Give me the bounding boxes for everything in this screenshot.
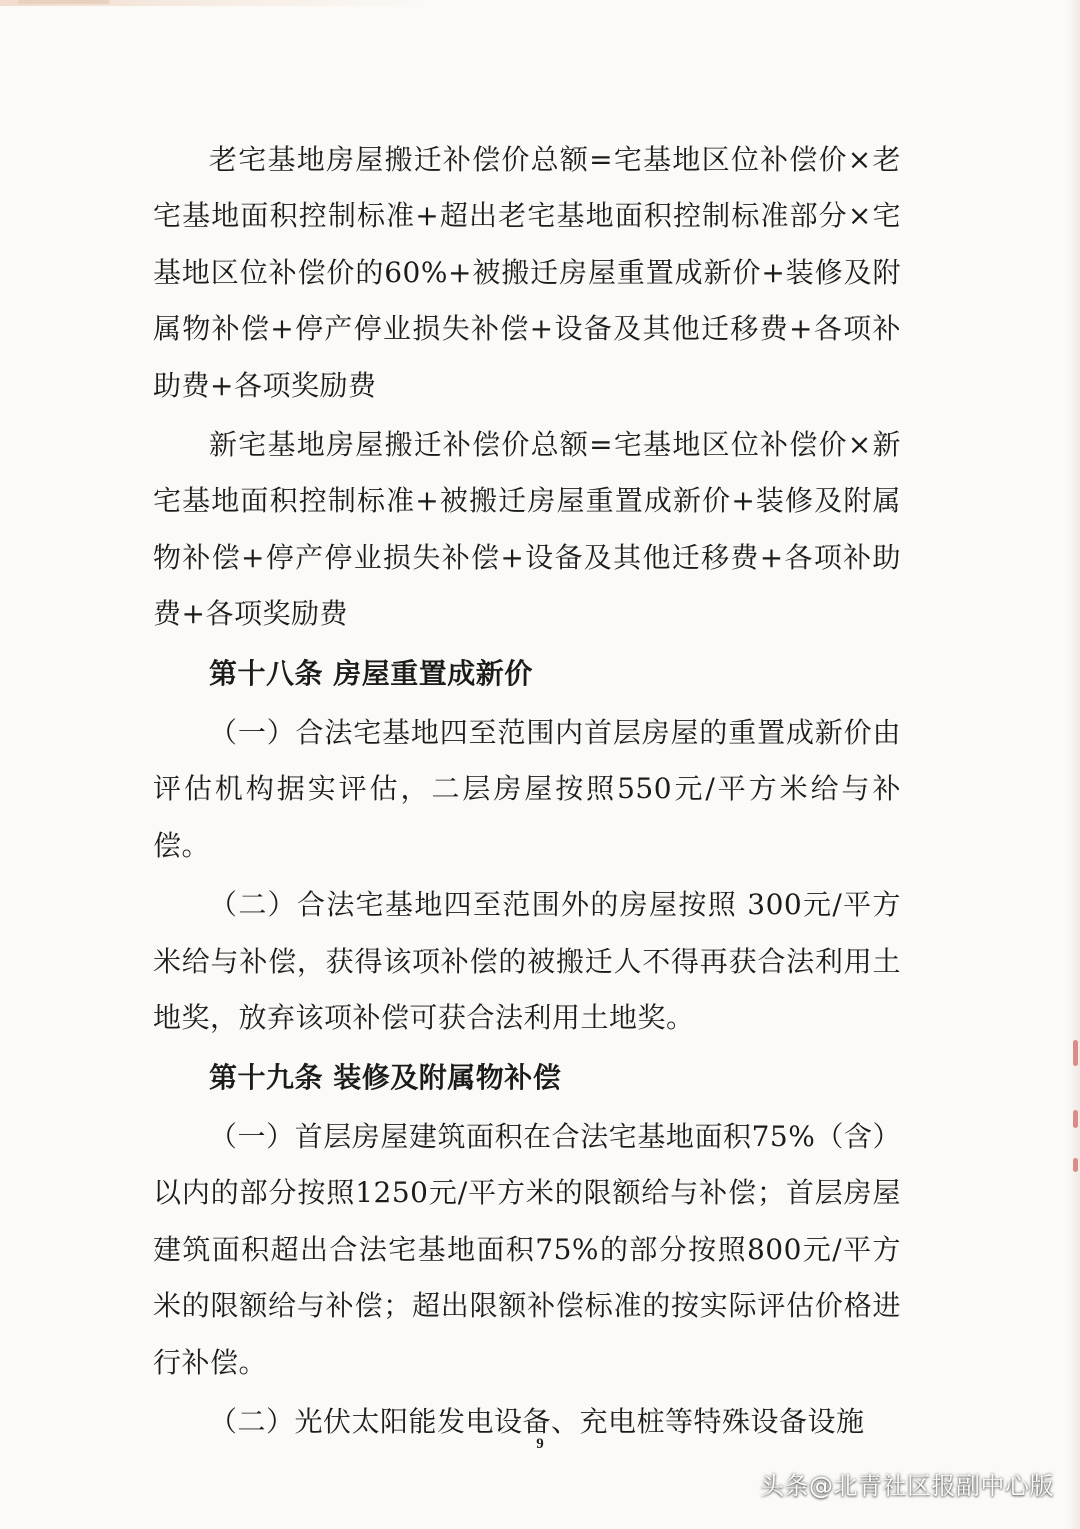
right-page-edge <box>1066 0 1080 1529</box>
top-edge-mark <box>18 0 110 4</box>
paragraph-article-19-item-1: （一）首层房屋建筑面积在合法宅基地面积75%（含）以内的部分按照1250元/平方米的限额给与补偿；首层房屋建筑面积超出合法宅基地面积75%的部分按照800元/平方米的限额给与补偿；超出限额补偿标准的按实际评估价格进行补偿。 <box>153 1119 901 1379</box>
top-edge-strip <box>0 0 1080 6</box>
edge-ink-mark <box>1073 1158 1078 1172</box>
document-body <box>153 132 901 1450</box>
paragraph-article-18-item-1: （一）合法宅基地四至范围内首层房屋的重置成新价由评估机构据实评估，二层房屋按照550元/平方米给与补偿。 <box>153 716 901 862</box>
source-watermark <box>760 1466 1054 1501</box>
heading-article-18: 第十八条 房屋重置成新价 <box>209 656 533 690</box>
paragraph-article-19-item-2: （二）光伏太阳能发电设备、充电桩等特殊设备设施 <box>209 1404 865 1438</box>
watermark-account: @北青社区报副中心版 <box>809 1472 1054 1500</box>
edge-ink-mark <box>1073 1040 1078 1066</box>
paragraph-article-18-item-2: （二）合法宅基地四至范围外的房屋按照 300元/平方米给与补偿，获得该项补偿的被搬迁人不得再获合法利用土地奖，放弃该项补偿可获合法利用土地奖。 <box>153 888 901 1035</box>
paragraph-old-homestead-formula: 老宅基地房屋搬迁补偿价总额=宅基地区位补偿价×老宅基地面积控制标准+超出老宅基地面积控制标准部分×宅基地区位补偿价的60%+被搬迁房屋重置成新价+装修及附属物补偿+停产停业损失补偿+设备及其他迁移费+各项补助费+各项奖励费 <box>153 143 901 402</box>
watermark-platform: 头条 <box>760 1472 809 1500</box>
paragraph-new-homestead-formula: 新宅基地房屋搬迁补偿价总额=宅基地区位补偿价×新宅基地面积控制标准+被搬迁房屋重置成新价+装修及附属物补偿+停产停业损失补偿+设备及其他迁移费+各项补助费+各项奖励费 <box>153 428 901 631</box>
page-number: 9 <box>536 1436 544 1452</box>
heading-article-19: 第十九条 装修及附属物补偿 <box>209 1060 562 1094</box>
edge-ink-mark <box>1073 1110 1078 1128</box>
